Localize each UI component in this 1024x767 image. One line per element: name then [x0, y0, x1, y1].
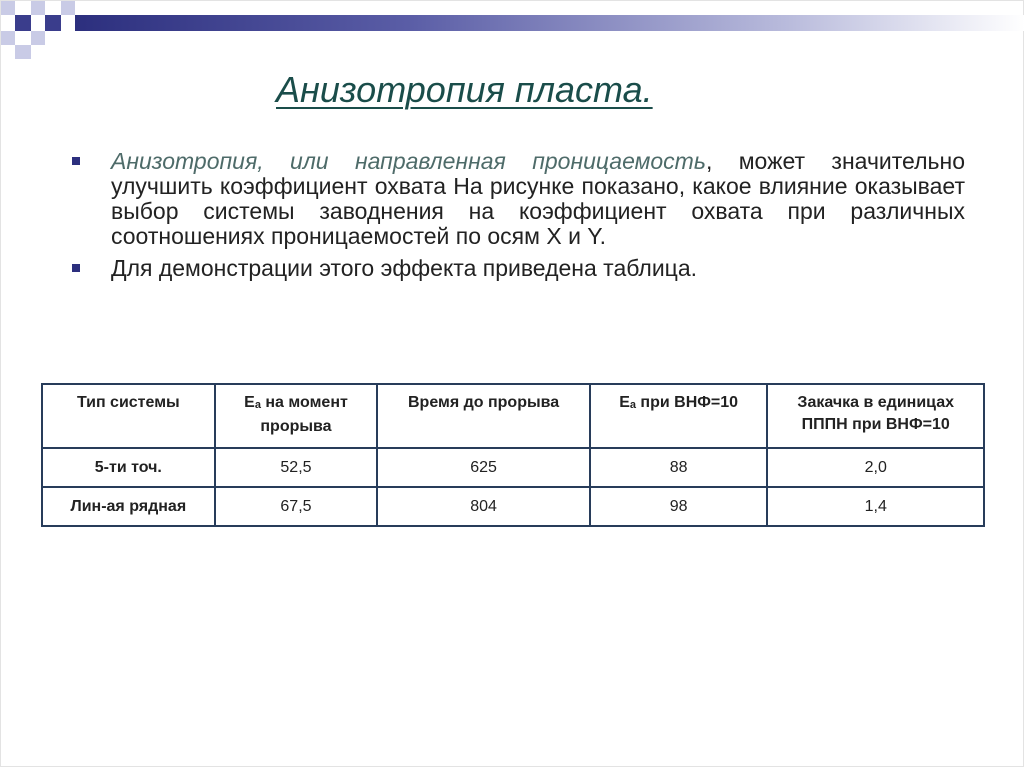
header-system-type: Тип системы: [42, 384, 215, 448]
cell-injection: 1,4: [767, 487, 984, 526]
decor-square: [15, 1, 31, 15]
header-ea-breakthrough: [215, 384, 378, 448]
cell-time: 625: [377, 448, 590, 487]
decor-square: [45, 1, 61, 15]
header-time-to-breakthrough: Время до прорыва: [377, 384, 590, 448]
bullet-emphasis: Анизотропия, или направленная проницаемость: [111, 148, 706, 174]
header-ea-subscript: a: [629, 399, 636, 411]
header-ea-wor: [590, 384, 768, 448]
header-gradient-bar: [75, 15, 1024, 31]
table-header-row: [42, 384, 984, 448]
header-injection: Закачка в единицах ПППН при ВНФ=10: [767, 384, 984, 448]
header-ea-symbol: E: [619, 394, 630, 411]
decor-square: [1, 1, 15, 15]
decor-square: [15, 45, 31, 59]
decor-square: [1, 31, 15, 45]
cell-system-name: 5-ти точ.: [42, 448, 215, 487]
cell-system-name: Лин-ая рядная: [42, 487, 215, 526]
header-ea-symbol: E: [244, 394, 255, 411]
decor-square: [15, 15, 31, 31]
bullet-text: Для демонстрации этого эффекта приведена таблица.: [111, 255, 698, 281]
header-ea-subscript: a: [254, 399, 261, 411]
square-bullet-icon: [72, 157, 80, 165]
comparison-table: [41, 383, 985, 527]
table-row: [42, 448, 984, 487]
decor-square: [31, 31, 45, 45]
header-ea-text: на момент прорыва: [260, 394, 348, 435]
decor-square: [61, 1, 75, 15]
cell-time: 804: [377, 487, 590, 526]
cell-ea-breakthrough: 67,5: [215, 487, 378, 526]
bullet-item: [69, 256, 965, 281]
decor-square: [31, 1, 45, 15]
decor-square: [1, 15, 15, 31]
table-row: [42, 487, 984, 526]
bullet-item: [69, 149, 965, 249]
bullet-text: , может значительно улучшить коэффициент охвата На рисунке показано, какое влияние оказывает выбор системы заводнения на коэффициент охвата при различных соотношениях проницаемостей по осям X и Y.: [111, 148, 965, 249]
cell-ea-wor: 98: [590, 487, 768, 526]
cell-ea-wor: 88: [590, 448, 768, 487]
slide-title: Анизотропия пласта.: [276, 69, 653, 110]
header-ea-text: при ВНФ=10: [635, 394, 739, 411]
bullet-list: [69, 149, 965, 288]
square-bullet-icon: [72, 264, 80, 272]
cell-injection: 2,0: [767, 448, 984, 487]
decor-square: [31, 15, 45, 31]
cell-ea-breakthrough: 52,5: [215, 448, 378, 487]
decor-square: [15, 31, 31, 45]
decor-square: [45, 15, 61, 31]
